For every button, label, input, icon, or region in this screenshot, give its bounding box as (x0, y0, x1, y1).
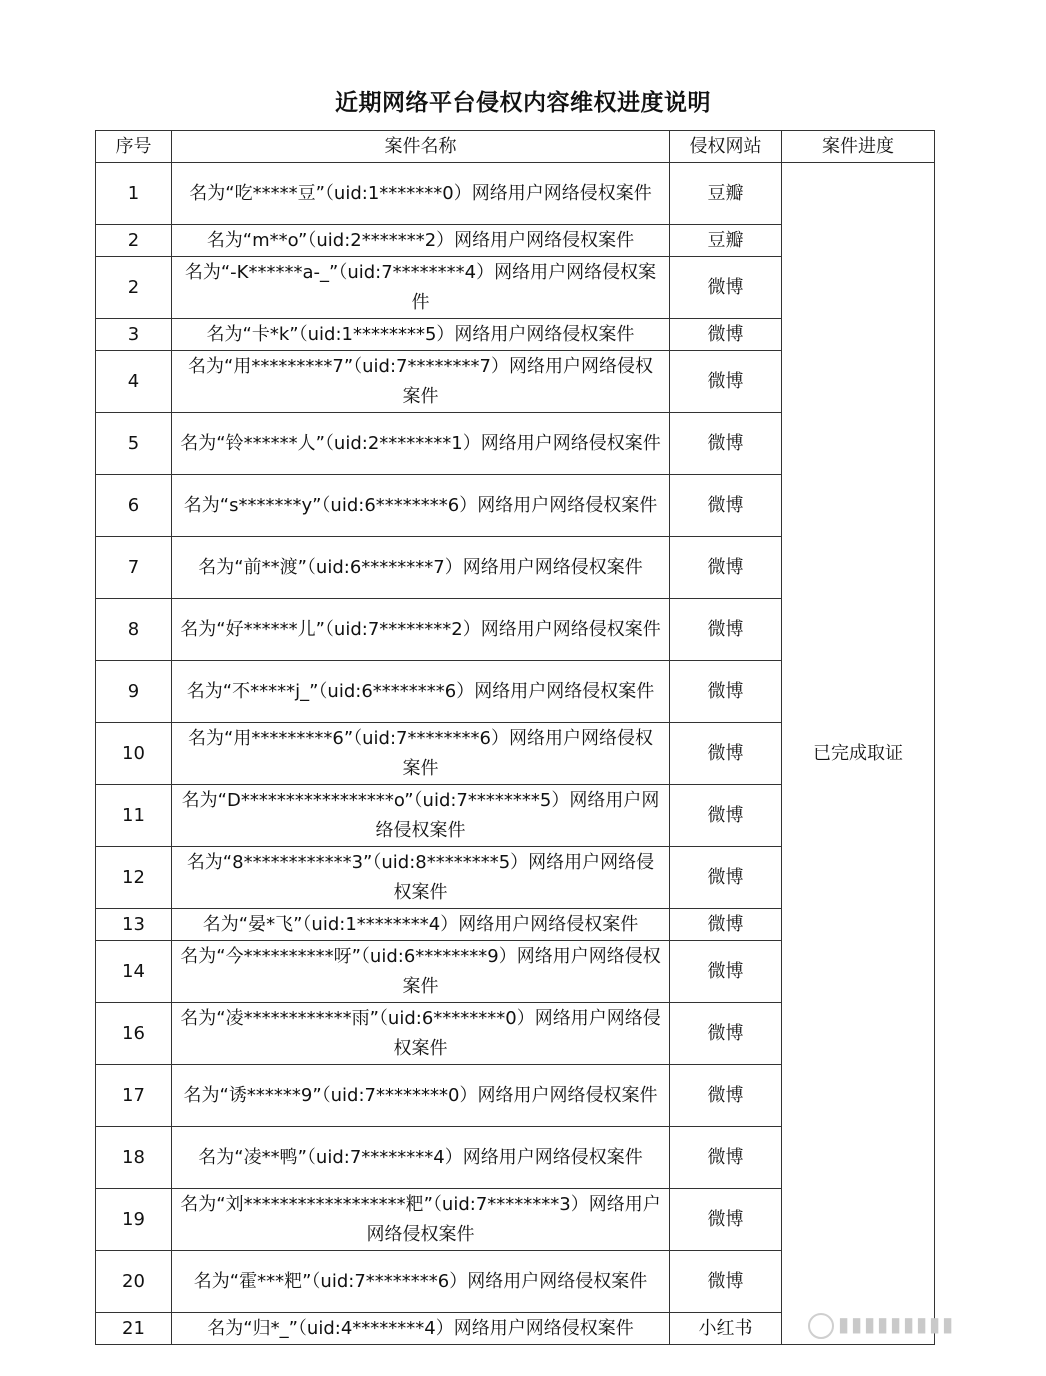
watermark-logo-icon (808, 1313, 834, 1339)
case-number: 7 (96, 537, 172, 599)
case-name: 名为“s*******y”（uid:6********6）网络用户网络侵权案件 (172, 475, 670, 537)
infringing-site: 微博 (670, 319, 782, 351)
case-number: 11 (96, 785, 172, 847)
table-header-row (96, 131, 935, 163)
case-name: 名为“用*********6”（uid:7********6）网络用户网络侵权案件 (172, 723, 670, 785)
infringing-site: 豆瓣 (670, 225, 782, 257)
infringing-site: 微博 (670, 1065, 782, 1127)
case-number: 5 (96, 413, 172, 475)
case-name: 名为“m**o”（uid:2*******2）网络用户网络侵权案件 (172, 225, 670, 257)
case-number: 12 (96, 847, 172, 909)
case-number: 2 (96, 225, 172, 257)
case-number: 8 (96, 599, 172, 661)
infringing-site: 豆瓣 (670, 163, 782, 225)
cases-table (95, 130, 935, 1345)
case-number: 18 (96, 1127, 172, 1189)
header-site: 侵权网站 (670, 131, 782, 163)
infringing-site: 微博 (670, 1003, 782, 1065)
infringing-site: 微博 (670, 941, 782, 1003)
infringing-site: 微博 (670, 1251, 782, 1313)
case-name: 名为“好******儿”（uid:7********2）网络用户网络侵权案件 (172, 599, 670, 661)
table-row (96, 163, 935, 225)
case-number: 3 (96, 319, 172, 351)
case-name: 名为“刘******************粑”（uid:7********3）网络用户网络侵权案件 (172, 1189, 670, 1251)
case-name: 名为“卡*k”（uid:1********5）网络用户网络侵权案件 (172, 319, 670, 351)
infringing-site: 微博 (670, 537, 782, 599)
case-progress: 已完成取证 (782, 163, 935, 1345)
case-number: 9 (96, 661, 172, 723)
case-name: 名为“归*_”（uid:4********4）网络用户网络侵权案件 (172, 1313, 670, 1345)
case-number: 21 (96, 1313, 172, 1345)
case-number: 20 (96, 1251, 172, 1313)
case-number: 4 (96, 351, 172, 413)
case-name: 名为“吃*****豆”（uid:1*******0）网络用户网络侵权案件 (172, 163, 670, 225)
infringing-site: 微博 (670, 1189, 782, 1251)
case-name: 名为“诱******9”（uid:7********0）网络用户网络侵权案件 (172, 1065, 670, 1127)
case-name: 名为“用*********7”（uid:7********7）网络用户网络侵权案件 (172, 351, 670, 413)
infringing-site: 微博 (670, 475, 782, 537)
infringing-site: 微博 (670, 785, 782, 847)
case-name: 名为“-K******a-_”（uid:7********4）网络用户网络侵权案件 (172, 257, 670, 319)
infringing-site: 微博 (670, 257, 782, 319)
infringing-site: 微博 (670, 413, 782, 475)
case-number: 2 (96, 257, 172, 319)
case-name: 名为“今**********呀”（uid:6********9）网络用户网络侵权案件 (172, 941, 670, 1003)
infringing-site: 微博 (670, 661, 782, 723)
case-name: 名为“凌************雨”（uid:6********0）网络用户网络侵权案件 (172, 1003, 670, 1065)
case-name: 名为“不*****j_”（uid:6********6）网络用户网络侵权案件 (172, 661, 670, 723)
infringing-site: 微博 (670, 909, 782, 941)
document-title: 近期网络平台侵权内容维权进度说明 (335, 90, 711, 116)
case-name: 名为“8************3”（uid:8********5）网络用户网络侵权案件 (172, 847, 670, 909)
case-number: 14 (96, 941, 172, 1003)
infringing-site: 小红书 (670, 1313, 782, 1345)
infringing-site: 微博 (670, 351, 782, 413)
case-name: 名为“晏*飞”（uid:1********4）网络用户网络侵权案件 (172, 909, 670, 941)
case-number: 16 (96, 1003, 172, 1065)
case-name: 名为“前**渡”（uid:6********7）网络用户网络侵权案件 (172, 537, 670, 599)
case-number: 1 (96, 163, 172, 225)
header-progress: 案件进度 (782, 131, 935, 163)
infringing-site: 微博 (670, 599, 782, 661)
infringing-site: 微博 (670, 847, 782, 909)
case-number: 13 (96, 909, 172, 941)
header-case-name: 案件名称 (172, 131, 670, 163)
case-name: 名为“凌**鸭”（uid:7********4）网络用户网络侵权案件 (172, 1127, 670, 1189)
table-body (96, 163, 935, 1345)
header-no: 序号 (96, 131, 172, 163)
case-name: 名为“霍***粑”（uid:7********6）网络用户网络侵权案件 (172, 1251, 670, 1313)
case-number: 6 (96, 475, 172, 537)
case-name: 名为“铃******人”（uid:2********1）网络用户网络侵权案件 (172, 413, 670, 475)
case-number: 19 (96, 1189, 172, 1251)
watermark: ▮▮▮▮▮▮▮▮▮ (808, 1312, 955, 1339)
infringing-site: 微博 (670, 1127, 782, 1189)
infringing-site: 微博 (670, 723, 782, 785)
case-number: 10 (96, 723, 172, 785)
case-name: 名为“D*****************o”（uid:7********5）网络用户网络侵权案件 (172, 785, 670, 847)
case-number: 17 (96, 1065, 172, 1127)
